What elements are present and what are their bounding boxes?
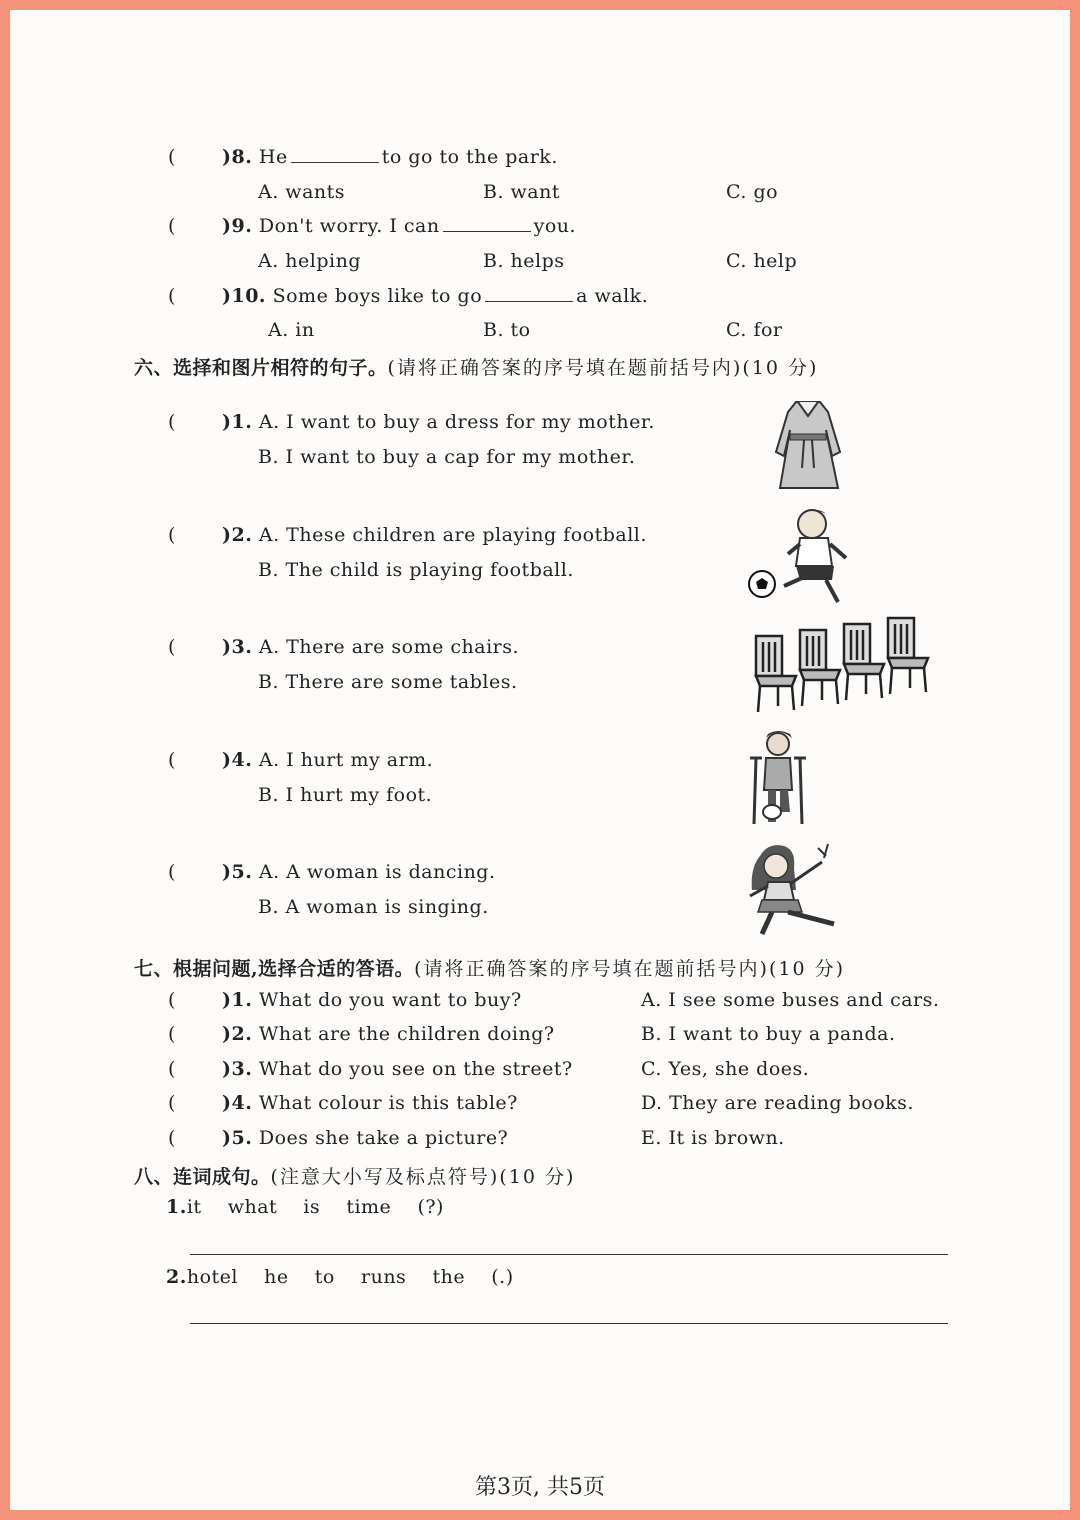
section-7-heading xyxy=(134,954,845,981)
question-line xyxy=(222,146,558,168)
choice-b: B. I hurt my foot. xyxy=(258,784,433,806)
question-number: )2. xyxy=(222,524,253,546)
section-title: 八、连词成句。 xyxy=(134,1166,271,1188)
question-line xyxy=(222,215,576,237)
option-a: A. wants xyxy=(258,181,346,203)
scrambled-words: it what is time (?) xyxy=(186,1196,444,1218)
question-text-pre: Some boys like to go xyxy=(272,285,483,307)
choice-a xyxy=(222,411,655,433)
answer-bracket[interactable]: ( xyxy=(168,285,176,307)
section-title: 六、选择和图片相符的句子。 xyxy=(134,357,388,379)
answer-bracket[interactable]: ( xyxy=(168,1058,176,1080)
question-number: )1. xyxy=(222,411,253,433)
question-number: )4. xyxy=(222,1092,253,1114)
choice-b: B. I want to buy a cap for my mother. xyxy=(258,446,636,468)
worksheet-page xyxy=(10,10,1070,1510)
question-text-pre: Don't worry. I can xyxy=(258,215,440,237)
option-b: B. want xyxy=(483,181,561,203)
answer-bracket[interactable]: ( xyxy=(168,749,176,771)
choice-a-text: A. There are some chairs. xyxy=(258,636,520,658)
question-text-post: a walk. xyxy=(576,285,649,307)
question-number: )5. xyxy=(222,861,253,883)
answer-bracket[interactable]: ( xyxy=(168,1127,176,1149)
question-line xyxy=(222,1092,518,1114)
question-number: )1. xyxy=(222,989,253,1011)
answer-bracket[interactable]: ( xyxy=(168,146,176,168)
section-8-heading xyxy=(134,1162,575,1189)
answer-bracket[interactable]: ( xyxy=(168,1092,176,1114)
option-a: A. helping xyxy=(258,250,361,272)
section-title: 七、根据问题,选择合适的答语。 xyxy=(134,958,415,980)
question-text-pre: He xyxy=(258,146,288,168)
choice-a xyxy=(222,749,433,771)
question-number: 1. xyxy=(166,1196,187,1218)
answer-bracket[interactable]: ( xyxy=(168,989,176,1011)
scrambled-words: hotel he to runs the (.) xyxy=(186,1266,514,1288)
choice-b: B. The child is playing football. xyxy=(258,559,574,581)
fill-blank[interactable] xyxy=(291,146,379,163)
choice-a-text: A. A woman is dancing. xyxy=(258,861,496,883)
question-number: )3. xyxy=(222,636,253,658)
choice-b: B. There are some tables. xyxy=(258,671,518,693)
answer-option: A. I see some buses and cars. xyxy=(641,989,940,1011)
page-footer: 第3页, 共5页 xyxy=(475,1475,605,1500)
question-number: )9. xyxy=(222,215,253,237)
man-crutches-picture xyxy=(746,728,810,826)
section-note: (注意大小写及标点符号)(10 分) xyxy=(270,1166,576,1188)
question-number: )5. xyxy=(222,1127,253,1149)
answer-option: E. It is brown. xyxy=(641,1127,785,1149)
answer-line[interactable] xyxy=(190,1254,948,1255)
question-text: What do you see on the street? xyxy=(258,1058,573,1080)
question-line xyxy=(222,1058,573,1080)
option-c: C. help xyxy=(726,250,798,272)
choice-a xyxy=(222,861,496,883)
answer-bracket[interactable]: ( xyxy=(168,215,176,237)
question-line xyxy=(222,1023,555,1045)
choice-a-text: A. These children are playing football. xyxy=(258,524,647,546)
boy-football-picture xyxy=(746,502,856,606)
option-c: C. for xyxy=(726,319,783,341)
section-6-heading xyxy=(134,353,818,380)
question-number: )10. xyxy=(222,285,267,307)
section-note: (请将正确答案的序号填在题前括号内)(10 分) xyxy=(414,958,845,980)
question-number: )2. xyxy=(222,1023,253,1045)
option-b: B. to xyxy=(483,319,531,341)
question-text-post: to go to the park. xyxy=(381,146,558,168)
option-a: A. in xyxy=(268,319,315,341)
question-text: Does she take a picture? xyxy=(258,1127,509,1149)
question-text-post: you. xyxy=(533,215,577,237)
option-c: C. go xyxy=(726,181,779,203)
question-number: )4. xyxy=(222,749,253,771)
choice-a xyxy=(222,524,647,546)
word-list xyxy=(166,1266,514,1288)
girl-dancing-picture xyxy=(738,838,842,942)
fill-blank[interactable] xyxy=(485,285,573,302)
fill-blank[interactable] xyxy=(443,215,531,232)
option-b: B. helps xyxy=(483,250,565,272)
question-text: What are the children doing? xyxy=(258,1023,555,1045)
answer-bracket[interactable]: ( xyxy=(168,1023,176,1045)
question-line xyxy=(222,285,648,307)
choice-a xyxy=(222,636,519,658)
answer-option: C. Yes, she does. xyxy=(641,1058,810,1080)
choice-a-text: A. I want to buy a dress for my mother. xyxy=(258,411,655,433)
choice-a-text: A. I hurt my arm. xyxy=(258,749,434,771)
question-number: )3. xyxy=(222,1058,253,1080)
dress-picture xyxy=(768,394,848,494)
question-number: 2. xyxy=(166,1266,187,1288)
section-note: (请将正确答案的序号填在题前括号内)(10 分) xyxy=(387,357,819,379)
question-line xyxy=(222,1127,508,1149)
question-line xyxy=(222,989,522,1011)
question-text: What colour is this table? xyxy=(258,1092,518,1114)
answer-bracket[interactable]: ( xyxy=(168,411,176,433)
answer-bracket[interactable]: ( xyxy=(168,861,176,883)
word-list xyxy=(166,1196,444,1218)
choice-b: B. A woman is singing. xyxy=(258,896,489,918)
question-text: What do you want to buy? xyxy=(258,989,522,1011)
answer-option: B. I want to buy a panda. xyxy=(641,1023,896,1045)
answer-option: D. They are reading books. xyxy=(641,1092,914,1114)
question-number: )8. xyxy=(222,146,253,168)
answer-line[interactable] xyxy=(190,1323,948,1324)
answer-bracket[interactable]: ( xyxy=(168,636,176,658)
answer-bracket[interactable]: ( xyxy=(168,524,176,546)
chairs-picture xyxy=(752,614,942,714)
